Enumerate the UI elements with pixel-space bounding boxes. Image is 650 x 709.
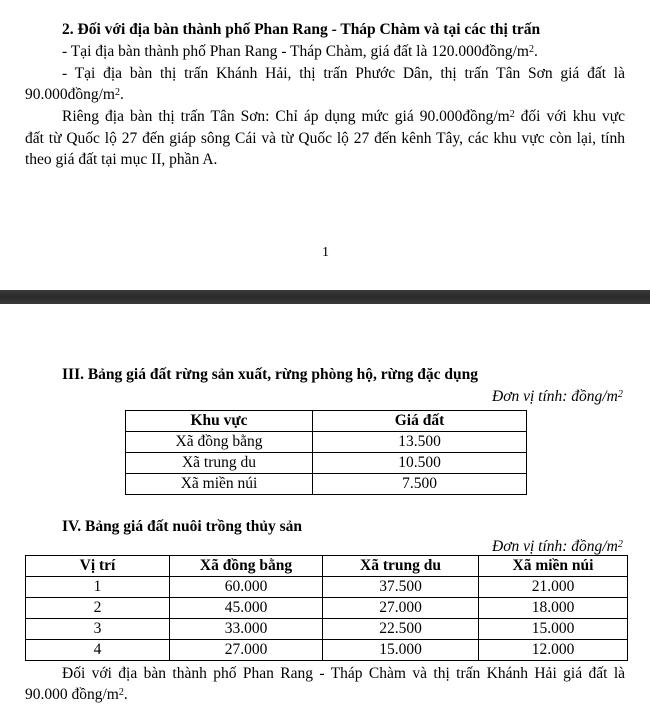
table-cell: 10.500 (313, 453, 527, 474)
table-header-row (26, 556, 628, 577)
table-cell: 27.000 (170, 640, 323, 661)
section4-note-line1: Đối với địa bàn thành phố Phan Rang - Tháp Chàm và thị trấn Khánh Hải giá đất là (62, 665, 625, 682)
section3-heading: III. Bảng giá đất rừng sản xuất, rừng phòng hộ, rừng đặc dụng (62, 366, 478, 383)
section4-note-line2: 90.000 đồng/$m^2$. (25, 686, 128, 703)
table-cell: 2 (26, 598, 170, 619)
table-cell: 15.000 (323, 640, 479, 661)
section2-line3a: Riêng địa bàn thị trấn Tân Sơn: Chỉ áp dụng mức giá $90.000đồng/m^2$ đối với khu vực (62, 108, 625, 125)
section2-heading: 2. Đối với địa bàn thành phố Phan Rang - Tháp Chàm và tại các thị trấn (62, 21, 541, 38)
section3-unit: Đơn vị tính: đồng/$m^2$ (492, 388, 623, 405)
page-separator (0, 290, 650, 304)
page-number: 1 (322, 245, 329, 260)
aquaculture-price-table (25, 555, 628, 661)
table-cell: 21.000 (479, 577, 628, 598)
forest-price-table (125, 410, 527, 495)
table-cell: 1 (26, 577, 170, 598)
table-cell: 60.000 (170, 577, 323, 598)
page-top (0, 0, 650, 290)
table-cell: 37.500 (323, 577, 479, 598)
table-cell: 13.500 (313, 432, 527, 453)
table-row (26, 619, 628, 640)
column-header: Xã miền núi (479, 556, 628, 577)
table-cell: Xã miền núi (126, 474, 313, 495)
table-cell: 18.000 (479, 598, 628, 619)
table-header-row (126, 411, 527, 432)
section2-line3b: đất từ Quốc lộ 27 đến giáp sông Cái và từ Quốc lộ 27 đến kênh Tây, các khu vực còn lại, tính (25, 130, 625, 147)
table-cell: 3 (26, 619, 170, 640)
section2-line3c: theo giá đất tại mục II, phần A. (25, 151, 218, 168)
section4-heading: IV. Bảng giá đất nuôi trồng thủy sản (62, 518, 303, 535)
section2-line2a: - Tại địa bàn thị trấn Khánh Hải, thị trấn Phước Dân, thị trấn Tân Sơn giá đất là (62, 65, 625, 82)
column-header: Giá đất (313, 411, 527, 432)
section2-line2b: $90.000đồng/m^2$. (25, 86, 124, 103)
table-row (126, 432, 527, 453)
table-cell: 7.500 (313, 474, 527, 495)
column-header: Xã trung du (323, 556, 479, 577)
table-row (26, 577, 628, 598)
table-cell: 27.000 (323, 598, 479, 619)
table-cell: Xã trung du (126, 453, 313, 474)
table-row (26, 640, 628, 661)
table-cell: 12.000 (479, 640, 628, 661)
table-cell: 15.000 (479, 619, 628, 640)
section2-line1: - Tại địa bàn thành phố Phan Rang - Tháp Chàm, giá đất là $120.000đồng/m^2$. (62, 43, 538, 60)
table-row (126, 453, 527, 474)
table-cell: 33.000 (170, 619, 323, 640)
table-cell: 4 (26, 640, 170, 661)
column-header: Xã đồng bằng (170, 556, 323, 577)
table-cell: 22.500 (323, 619, 479, 640)
table-cell: 45.000 (170, 598, 323, 619)
column-header: Vị trí (26, 556, 170, 577)
table-row (126, 474, 527, 495)
column-header: Khu vực (126, 411, 313, 432)
table-cell: Xã đồng bằng (126, 432, 313, 453)
table-row (26, 598, 628, 619)
section4-unit: Đơn vị tính: đồng/$m^2$ (492, 538, 623, 555)
